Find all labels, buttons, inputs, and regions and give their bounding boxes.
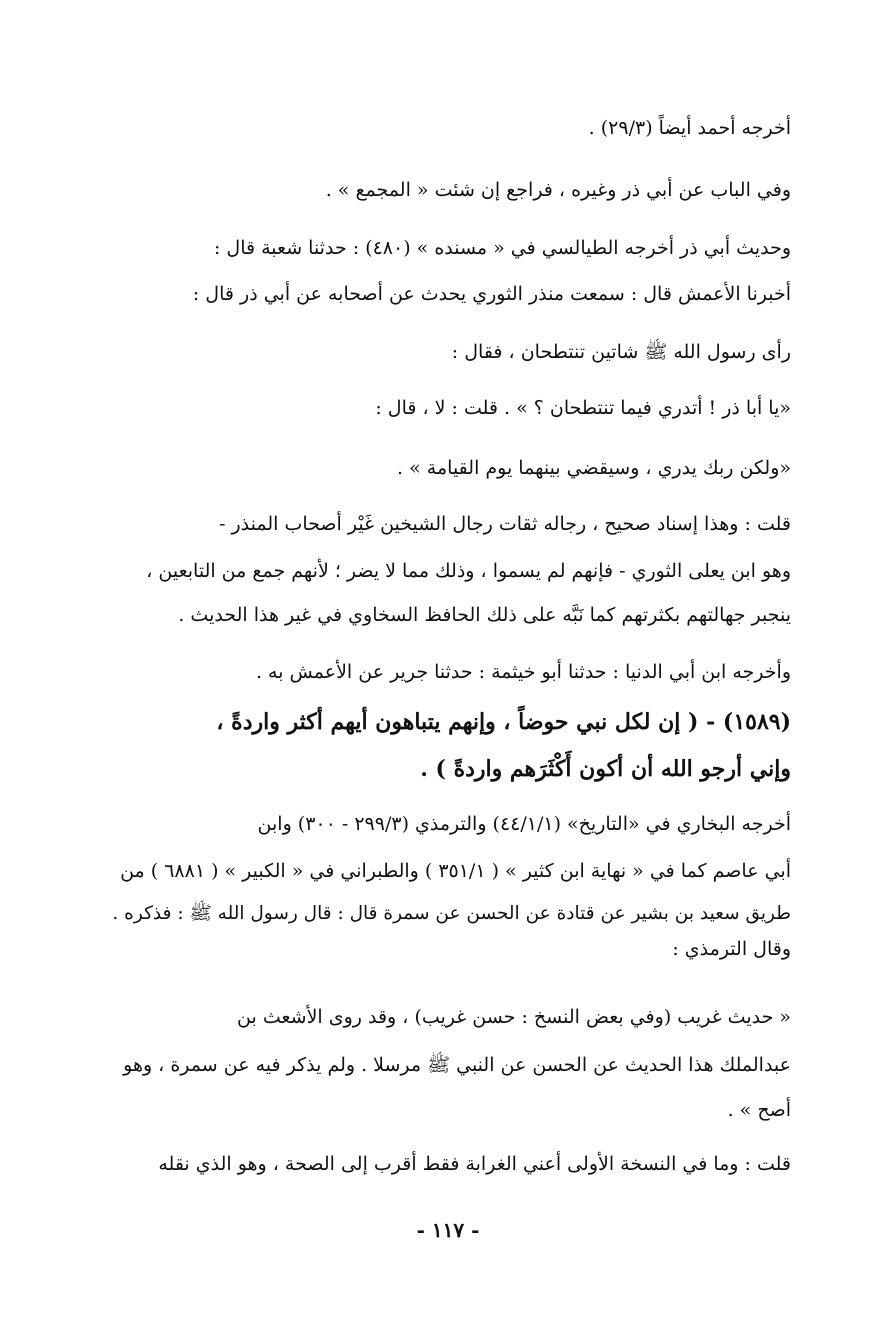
- text-line: أخرجه أحمد أيضاً (٢٩/٣) .: [588, 117, 791, 139]
- text-line: طريق سعيد بن بشير عن قتادة عن الحسن عن سمرة قال : قال رسول الله ﷺ : فذكره .: [112, 903, 791, 924]
- text-line: قلت : وهذا إسناد صحيح ، رجاله ثقات رجال الشيخين غَيْر أصحاب المنذر -: [219, 513, 791, 535]
- text-line: « حديث غريب (وفي بعض النسخ : حسن غريب) ، وقد روى الأشعث بن: [237, 1006, 791, 1028]
- text-line: وقال الترمذي :: [672, 938, 791, 960]
- text-line: وهو ابن يعلى الثوري - فإنهم لم يسموا ، وذلك مما لا يضر ؛ لأنهم جمع من التابعين ،: [146, 560, 791, 582]
- text-line: وفي الباب عن أبي ذر وغيره ، فراجع إن شئت « المجمع » .: [325, 179, 791, 201]
- text-line: ينجبر جهالتهم بكثرتهم كما نَبَّه على ذلك الحافظ السخاوي في غير هذا الحديث .: [178, 604, 791, 626]
- text-line: رأى رسول الله ﷺ شاتين تنتطحان ، فقال :: [451, 341, 791, 363]
- text-line: أبي عاصم كما في « نهاية ابن كثير » ( ٣٥١/١ ) والطبراني في « الكبير » ( ٦٨٨١ ) من: [120, 860, 791, 882]
- hadith-heading: (١٥٨٩) - ( إن لكل نبي حوضاً ، وإنهم يتباهون أيهم أكثر واردةً ،: [216, 709, 791, 735]
- page-number: - ١١٧ -: [416, 1218, 480, 1242]
- text-line: أخبرنا الأعمش قال : سمعت منذر الثوري يحدث عن أصحابه عن أبي ذر قال :: [192, 283, 791, 305]
- text-line: عبدالملك هذا الحديث عن الحسن عن النبي ﷺ مرسلا . ولم يذكر فيه عن سمرة ، وهو: [123, 1054, 791, 1076]
- text-line: «ولكن ربك يدري ، وسيقضي بينهما يوم القيامة » .: [397, 457, 791, 479]
- text-line: أخرجه البخاري في «التاريخ» (٤٤/١/١) والترمذي (٢٩٩/٣ - ٣٠٠) وابن: [257, 813, 791, 835]
- text-line: وأخرجه ابن أبي الدنيا : حدثنا أبو خيثمة : حدثنا جرير عن الأعمش به .: [255, 661, 791, 683]
- text-line: وحديث أبي ذر أخرجه الطيالسي في « مسنده » (٤٨٠) : حدثنا شعبة قال :: [213, 237, 791, 259]
- text-line: أصح » .: [727, 1099, 791, 1121]
- hadith-heading: وإني أرجو الله أن أكون أَكْثَرَهم واردةً ) .: [420, 756, 791, 782]
- text-line: «يا أبا ذر ! أتدري فيما تنتطحان ؟ » . قلت : لا ، قال :: [375, 397, 791, 419]
- text-line: قلت : وما في النسخة الأولى أعني الغرابة فقط أقرب إلى الصحة ، وهو الذي نقله: [158, 1153, 791, 1175]
